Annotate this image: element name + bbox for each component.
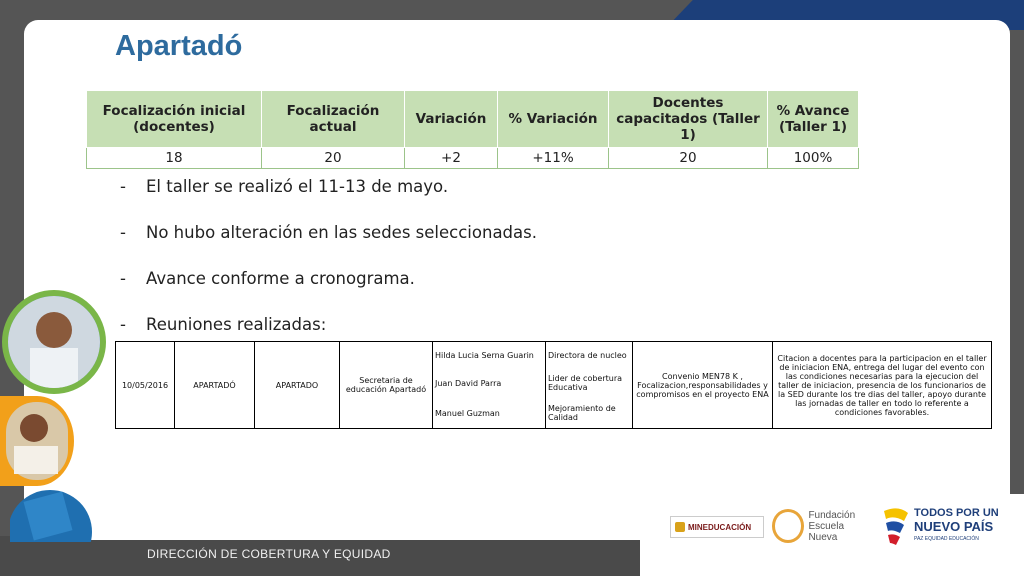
meeting-municipality: APARTADÓ (175, 342, 255, 429)
person-name: Juan David Parra (435, 378, 502, 388)
summary-header-row (87, 91, 859, 148)
person-name: Hilda Lucia Serna Guarin (435, 350, 534, 360)
cell-docentes-capacitados: 20 (609, 148, 768, 169)
page-title: Apartadó (115, 30, 243, 62)
fundacion-text (808, 510, 872, 543)
cell-pct-avance: 100% (768, 148, 859, 169)
bullet-text: El taller se realizó el 11-13 de mayo. (146, 177, 449, 196)
bullet-text: No hubo alteración en las sedes seleccionadas. (146, 223, 537, 242)
todos-line1: TODOS POR UN (914, 506, 999, 519)
school-illustration (10, 462, 170, 542)
person-role: Lider de cobertura Educativa (548, 374, 623, 392)
header-variacion: Variación (405, 91, 498, 148)
fundacion-escuela-nueva-logo (772, 506, 872, 546)
meeting-people-names (433, 342, 546, 429)
meeting-date: 10/05/2016 (116, 342, 175, 429)
fundacion-line2: Escuela Nueva (808, 520, 845, 543)
bullet-text: Avance conforme a cronograma. (146, 269, 415, 288)
school-house-icon (10, 462, 170, 542)
fundacion-line1: Fundación (808, 509, 856, 521)
mineducacion-logo-text: MINEDUCACIÓN (688, 522, 752, 532)
student-photo-1 (2, 290, 106, 394)
cell-focalizacion-inicial: 18 (87, 148, 262, 169)
bullet-dash: - (120, 177, 126, 196)
footer-label: DIRECCIÓN DE COBERTURA Y EQUIDAD (147, 547, 391, 561)
meeting-entity: Secretaria de educación Apartadó (340, 342, 433, 429)
meetings-table (115, 341, 992, 429)
summary-table (86, 90, 859, 169)
meeting-row (116, 342, 992, 429)
person-role: Mejoramiento de Calidad (548, 404, 616, 422)
bullet-item (120, 266, 537, 312)
header-docentes-capacitados: Docentes capacitados (Taller 1) (609, 91, 768, 148)
meeting-topic: Convenio MEN78 K , Focalizacion,responsabilidades y compromisos en el proyecto ENA (633, 342, 773, 429)
todos-line2: NUEVO PAÍS (914, 518, 994, 534)
bullet-list (120, 174, 537, 358)
colombia-flag-icon (880, 505, 912, 547)
meeting-agreements: Citacion a docentes para la participacion en el taller de iniciacion ENA, entrega del lugar del evento con las condiciones necesarias para la ejecucion del taller de iniciacion, presencia de los funcionarios de la SED durante los tre dias del taller, apoyo durante las jornadas de taller en todo lo referente a condiciones favorables. (773, 342, 992, 429)
header-pct-variacion: % Variación (498, 91, 609, 148)
todos-text (914, 507, 999, 546)
bullet-item (120, 174, 537, 220)
header-focalizacion-inicial: Focalización inicial (docentes) (87, 91, 262, 148)
summary-data-row (87, 148, 859, 169)
mineducacion-logo (670, 516, 764, 538)
cell-variacion: +2 (405, 148, 498, 169)
bullet-dash: - (120, 315, 126, 334)
header-pct-avance: % Avance (Taller 1) (768, 91, 859, 148)
header-focalizacion-actual: Focalización actual (262, 91, 405, 148)
bullet-dash: - (120, 223, 126, 242)
cell-pct-variacion: +11% (498, 148, 609, 169)
cell-focalizacion-actual: 20 (262, 148, 405, 169)
fundacion-seal-icon (772, 509, 804, 543)
person-name: Manuel Guzman (435, 408, 500, 418)
todos-por-un-nuevo-pais-logo (880, 502, 1000, 550)
todos-line3: PAZ EQUIDAD EDUCACIÓN (914, 535, 979, 542)
bullet-item (120, 220, 537, 266)
colombia-shield-icon (675, 522, 685, 532)
meeting-people-roles (546, 342, 633, 429)
meeting-place: APARTADO (255, 342, 340, 429)
person-role: Directora de nucleo (548, 350, 627, 360)
student-photo-1-image (8, 296, 100, 388)
bullet-dash: - (120, 269, 126, 288)
bullet-text: Reuniones realizadas: (146, 315, 327, 334)
